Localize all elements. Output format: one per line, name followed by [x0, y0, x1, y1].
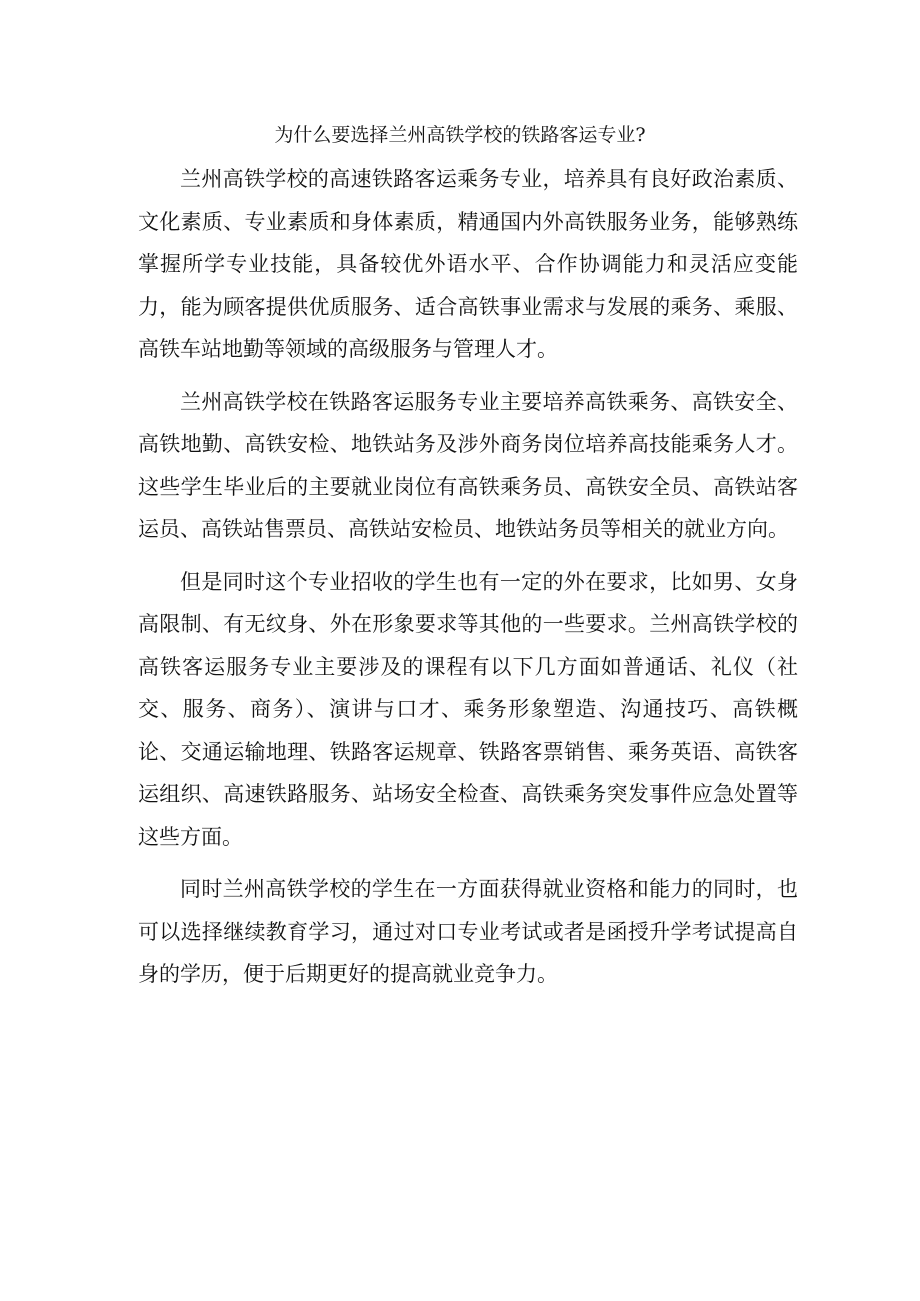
paragraph-3: 但是同时这个专业招收的学生也有一定的外在要求，比如男、女身高限制、有无纹身、外在形象要求等其他的一些要求。兰州高铁学校的高铁客运服务专业主要涉及的课程有以下几方面如普通话、礼仪（社交、服务、商务）、演讲与口才、乘务形象塑造、沟通技巧、高铁概论、交通运输地理、铁路客运规章、铁路客票销售、乘务英语、高铁客运组织、高速铁路服务、站场安全检查、高铁乘务突发事件应急处置等这些方面。	[138, 569, 798, 849]
paragraph-1: 兰州高铁学校的高速铁路客运乘务专业，培养具有良好政治素质、文化素质、专业素质和身体素质，精通国内外高铁服务业务，能够熟练掌握所学专业技能，具备较优外语水平、合作协调能力和灵活应变能力，能为顾客提供优质服务、适合高铁事业需求与发展的乘务、乘服、高铁车站地勤等领域的高级服务与管理人才。	[138, 167, 798, 361]
paragraph-4: 同时兰州高铁学校的学生在一方面获得就业资格和能力的同时，也可以选择继续教育学习，通过对口专业考试或者是函授升学考试提高自身的学历，便于后期更好的提高就业竞争力。	[138, 877, 798, 986]
document-body	[138, 158, 798, 1006]
paragraph-2: 兰州高铁学校在铁路客运服务专业主要培养高铁乘务、高铁安全、高铁地勤、高铁安检、地铁站务及涉外商务岗位培养高技能乘务人才。这些学生毕业后的主要就业岗位有高铁乘务员、高铁安全员、高铁站客运员、高铁站售票员、高铁站安检员、地铁站务员等相关的就业方向。	[138, 389, 798, 541]
document-title: 为什么要选择兰州高铁学校的铁路客运专业?	[274, 124, 646, 146]
